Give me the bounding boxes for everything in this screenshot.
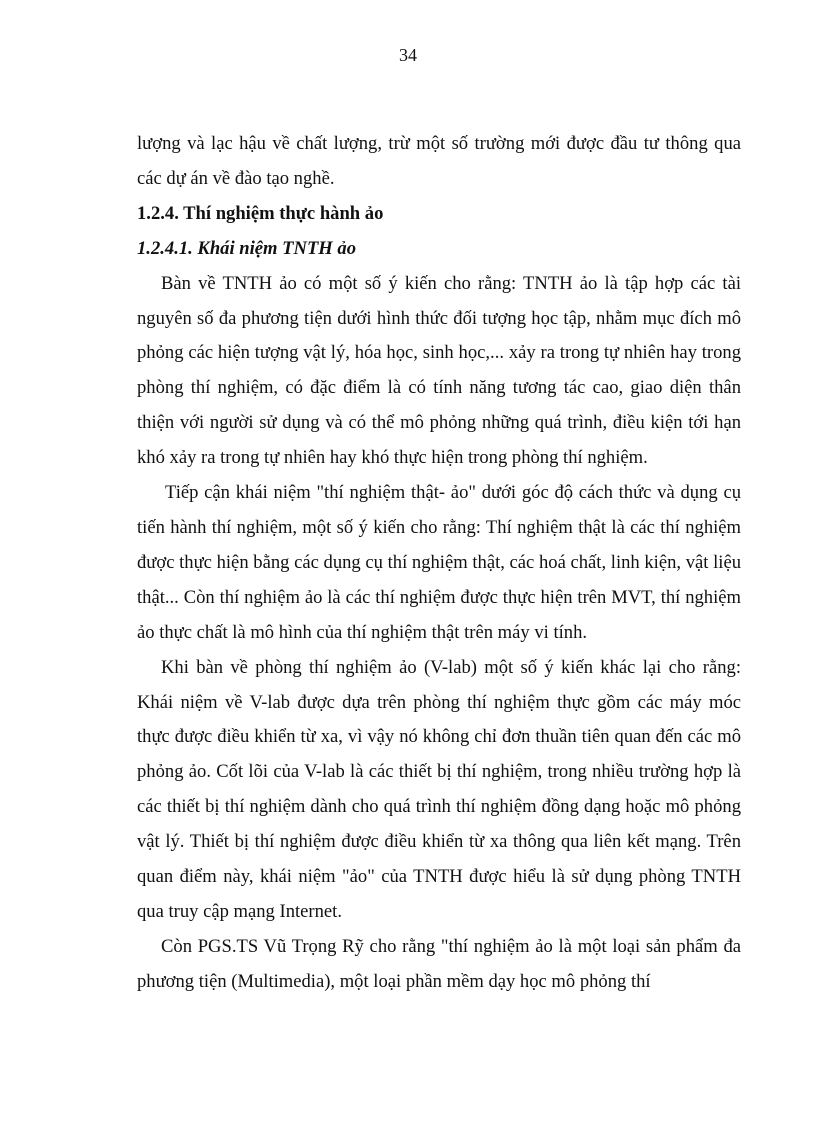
paragraph-definition-1: Bàn về TNTH ảo có một số ý kiến cho rằng: TNTH ảo là tập hợp các tài nguyên số đa phương tiện dưới hình thức đối tượng học tập, nhằm mục đích mô phỏng các hiện tượng vật lý, hóa học, sinh học,... xảy ra trong tự nhiên hay trong phòng thí nghiệm, có đặc điểm là có tính năng tương tác cao, giao diện thân thiện với người sử dụng và có thể mô phỏng những quá trình, điều kiện tới hạn khó xảy ra trong tự nhiên hay khó thực hiện trong phòng thí nghiệm. — [137, 272, 741, 469]
paragraph-definition-4: Còn PGS.TS Vũ Trọng Rỹ cho rằng "thí nghiệm ảo là một loại sản phẩm đa phương tiện (Multimedia), một loại phần mềm dạy học mô phỏng thí — [137, 935, 741, 992]
page-number: 34 — [399, 45, 417, 65]
paragraph-continuation: lượng và lạc hậu về chất lượng, trừ một số trường mới được đầu tư thông qua các dự án về đào tạo nghề. — [137, 133, 741, 189]
paragraph-definition-3: Khi bàn về phòng thí nghiệm ảo (V-lab) một số ý kiến khác lại cho rằng: Khái niệm về V-lab được dựa trên phòng thí nghiệm thực gồm các máy móc thực được điều khiển từ xa, vì vậy nó không chỉ đơn thuần tiên quan đến các mô phỏng ảo. Cốt lõi của V-lab là các thiết bị thí nghiệm, trong nhiều trường hợp là các thiết bị thí nghiệm dành cho quá trình thí nghiệm đồng dạng hoặc mô phỏng vật lý. Thiết bị thí nghiệm được điều khiển từ xa thông qua liên kết mạng. Trên quan điểm này, khái niệm "ảo" của TNTH được hiểu là sử dụng phòng TNTH qua truy cập mạng Internet. — [137, 656, 741, 922]
paragraph-definition-2: Tiếp cận khái niệm "thí nghiệm thật- ảo" dưới góc độ cách thức và dụng cụ tiến hành thí nghiệm, một số ý kiến cho rằng: Thí nghiệm thật là các thí nghiệm được thực hiện bằng các dụng cụ thí nghiệm thật, các hoá chất, linh kiện, vật liệu thật... Còn thí nghiệm ảo là các thí nghiệm được thực hiện trên MVT, thí nghiệm ảo thực chất là mô hình của thí nghiệm thật trên máy vi tính. — [137, 482, 741, 643]
subsection-heading: 1.2.4.1. Khái niệm TNTH ảo — [137, 237, 357, 259]
document-body — [137, 127, 741, 1000]
section-heading: 1.2.4. Thí nghiệm thực hành ảo — [137, 202, 384, 224]
